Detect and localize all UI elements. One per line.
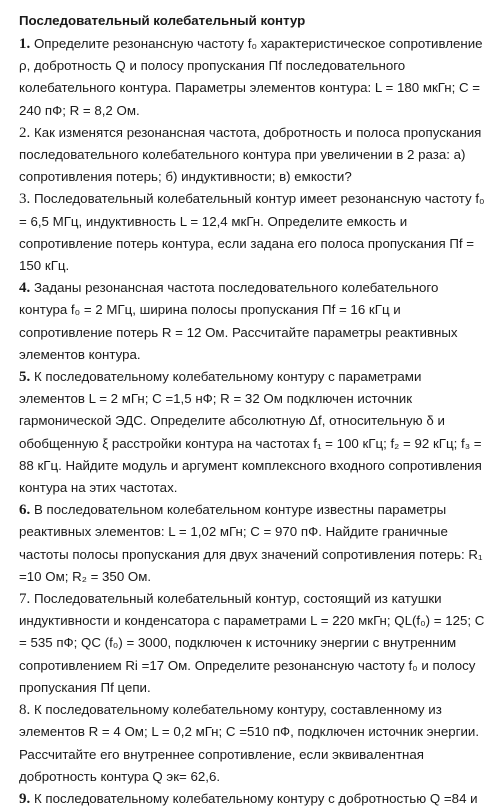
problem-8 [19, 699, 488, 788]
problem-number: 4. [19, 280, 31, 297]
problem-text: Определите резонансную частоту f₀ характеристическое сопротивление ρ, добротность Q и полосу пропускания Пf последовательного колебательного контура. Параметры элементов контура: L = 180 мкГн; C = 240 пФ; R = 8,2 Ом. [19, 36, 483, 118]
problem-text: Заданы резонансная частота последовательного колебательного контура f₀ = 2 МГц, ширина полосы пропускания Пf = 16 кГц и сопротивление потерь R = 12 Ом. Рассчитайте параметры реактивных элементов контура. [19, 280, 458, 362]
problem-9 [19, 788, 488, 810]
problem-4 [19, 277, 488, 366]
problem-number: 6. [19, 502, 31, 519]
problem-text: Как изменятся резонансная частота, добротность и полоса пропускания последовательного колебательного контура при увеличении в 2 раза: а) сопротивления потерь; б) индуктивности; в) емкости? [19, 124, 482, 185]
problem-number: 2. [19, 124, 31, 141]
problem-number: 1. [19, 36, 31, 52]
problem-number: 3. [19, 191, 31, 208]
problem-7 [19, 588, 488, 699]
problem-text: К последовательному колебательному контуру, составленному из элементов R = 4 Ом; L = 0,2 мГн; C =510 пФ, подключен источник энергии. Рассчитайте его внутреннее сопротивление, если эквивалентная добротность контура Q эк= 62,6. [19, 702, 480, 784]
problem-number: 5. [19, 369, 31, 386]
problem-5 [19, 366, 488, 499]
problem-1 [19, 33, 488, 122]
problem-text: Последовательный колебательный контур имеет резонансную частоту f₀ = 6,5 МГц, индуктивность L = 12,4 мкГн. Определите емкость и сопротивление потерь контура, если задана его полоса пропускания Пf = 150 кГц. [19, 191, 485, 274]
problem-text: К последовательному колебательному контуру с параметрами элементов L = 2 мГн; C =1,5 нФ; R = 32 Ом подключен источник гармонической ЭДС. Определите абсолютную Δf, относительную δ и обобщенную ξ расстройки контура на частотах f₁ = 100 кГц; f₂ = 92 кГц; f₃ = 88 кГц. Найдите модуль и аргумент комплексного входного сопротивления контура на этих частотах. [19, 369, 482, 496]
problem-number: 7. [19, 591, 31, 608]
problem-2 [19, 122, 488, 189]
problem-text: В последовательном колебательном контуре известны параметры реактивных элементов: L = 1,02 мГн; C = 970 пФ. Найдите граничные частоты полосы пропускания для двух значений сопротивления потерь: R₁ =10 Ом; R₂ = 350 Ом. [19, 502, 483, 584]
problem-text: Последовательный колебательный контур, состоящий из катушки индуктивности и конденсатора с параметрами L = 220 мкГн; QL(f₀) = 125; C = 535 пФ; QC (f₀) = 3000, подключен к источнику энергии с внутренним сопротивлением Ri =17 Ом. Определите резонансную частоту f₀ и полосу пропускания Пf цепи. [19, 591, 485, 695]
problem-3 [19, 188, 488, 277]
problem-text: К последовательному колебательному контуру с добротностью Q =84 и [33, 790, 478, 806]
document-title: Последовательный колебательный контур [19, 13, 306, 28]
problem-number: 8. [19, 702, 31, 719]
problem-number: 9. [19, 790, 31, 807]
problem-6 [19, 499, 488, 588]
